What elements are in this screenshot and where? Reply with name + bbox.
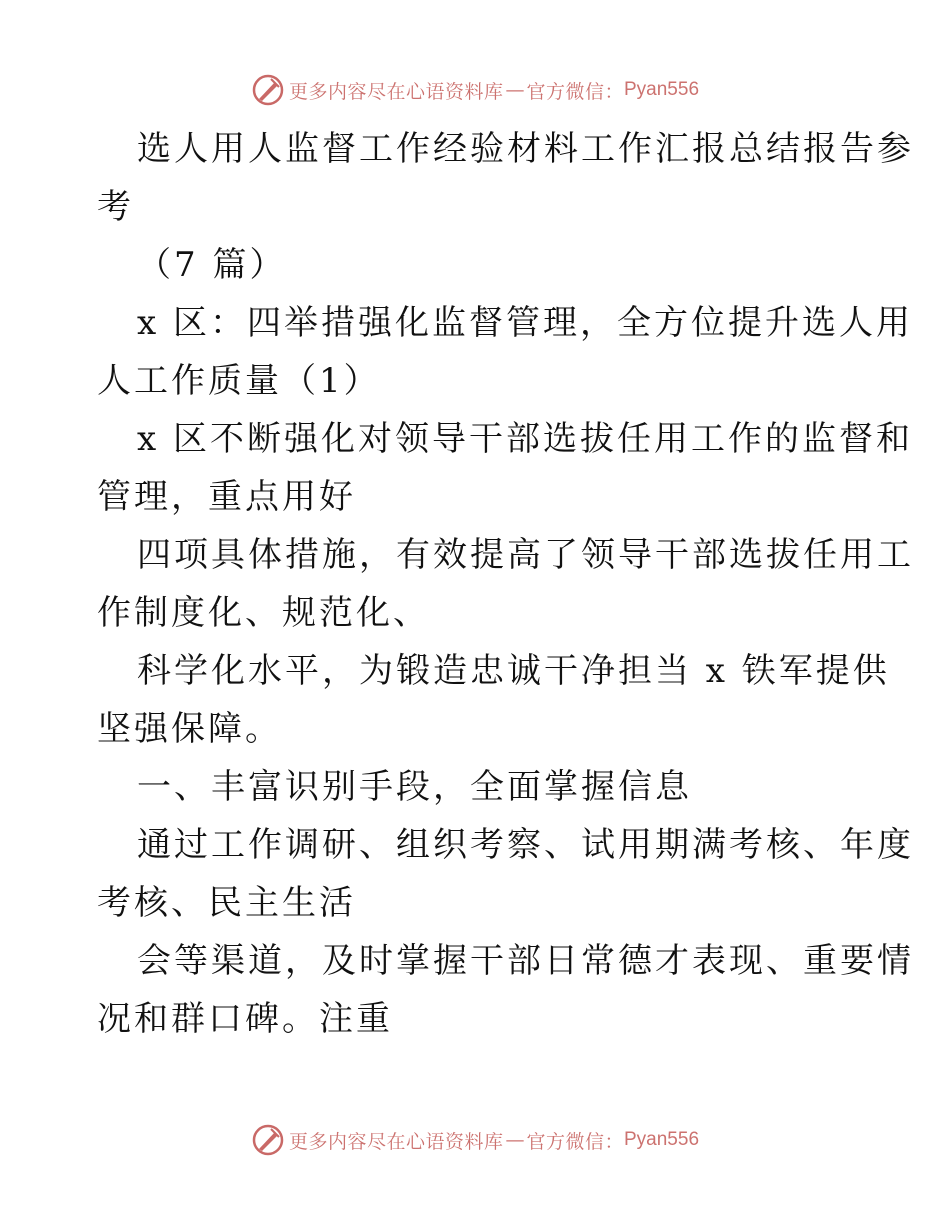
- quill-logo-icon: [251, 1123, 285, 1157]
- watermark-text: 更多内容尽在心语资料库: [288, 80, 504, 103]
- watermark-account: Pyan556: [624, 1129, 700, 1150]
- quill-logo-icon: [251, 73, 285, 107]
- watermark-official: 官方微信：: [526, 80, 624, 103]
- subheading-line: 一、丰富识别手段，全面掌握信息: [137, 767, 692, 807]
- paragraph-line: 科学化水平，为锻造忠诚干净担当 x 铁军提供: [137, 651, 890, 691]
- watermark-official: 官方微信：: [526, 1130, 624, 1153]
- section-heading-line-1: x 区：四举措强化监督管理，全方位提升选人用: [137, 303, 913, 343]
- footer-watermark: [0, 1120, 950, 1160]
- watermark-dash: —: [505, 79, 525, 101]
- document-body: [97, 120, 914, 1048]
- section-heading-line-2: 人工作质量（1）: [97, 361, 381, 401]
- title-line-1: 选人用人监督工作经验材料工作汇报总结报告参: [137, 129, 914, 169]
- paragraph-line: 况和群口碑。注重: [97, 999, 393, 1039]
- paragraph-line: 管理，重点用好: [97, 477, 356, 517]
- title-line-2: 考: [97, 187, 134, 227]
- paragraph-line: 考核、民主生活: [97, 883, 356, 923]
- paragraph-line: 四项具体措施，有效提高了领导干部选拔任用工: [137, 535, 914, 575]
- watermark-text: 更多内容尽在心语资料库: [288, 1130, 504, 1153]
- title-count: （7 篇）: [137, 245, 287, 285]
- paragraph-line: 坚强保障。: [97, 709, 282, 749]
- header-watermark: [0, 70, 950, 110]
- paragraph-line: x 区不断强化对领导干部选拔任用工作的监督和: [137, 419, 913, 459]
- paragraph-line: 作制度化、规范化、: [97, 593, 430, 633]
- paragraph-line: 会等渠道，及时掌握干部日常德才表现、重要情: [137, 941, 914, 981]
- paragraph-line: 通过工作调研、组织考察、试用期满考核、年度: [137, 825, 914, 865]
- watermark-dash: —: [505, 1129, 525, 1151]
- watermark-account: Pyan556: [624, 79, 700, 100]
